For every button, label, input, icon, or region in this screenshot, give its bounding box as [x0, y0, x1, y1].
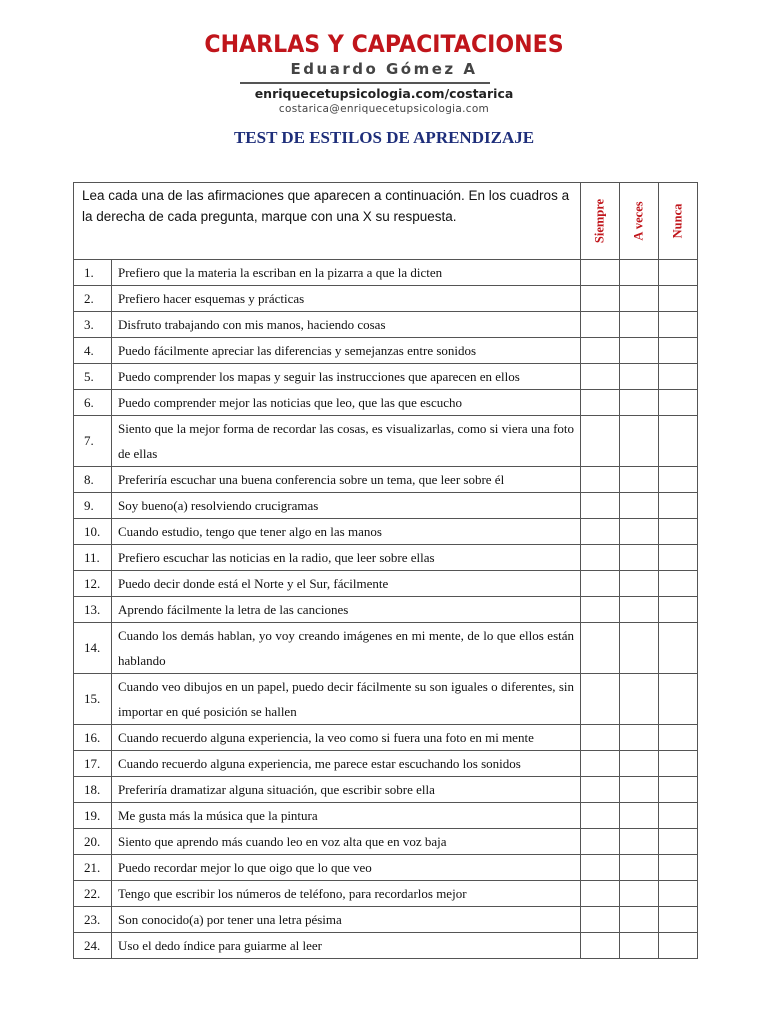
header-divider [240, 82, 490, 84]
answer-box-siempre[interactable] [581, 493, 620, 519]
answer-box-nunca[interactable] [659, 803, 698, 829]
question-row [74, 260, 698, 286]
question-row [74, 416, 698, 467]
answer-box-nunca[interactable] [659, 338, 698, 364]
question-row [74, 286, 698, 312]
answer-box-a-veces[interactable] [620, 467, 659, 493]
answer-box-siempre[interactable] [581, 829, 620, 855]
answer-box-siempre[interactable] [581, 545, 620, 571]
website-link[interactable]: enriquecetupsicologia.com/costarica [254, 86, 514, 101]
answer-box-siempre[interactable] [581, 338, 620, 364]
question-row [74, 881, 698, 907]
question-text: Prefiero escuchar las noticias en la radio, que leer sobre ellas [112, 545, 581, 571]
answer-box-a-veces[interactable] [620, 725, 659, 751]
answer-box-nunca[interactable] [659, 390, 698, 416]
answer-box-nunca[interactable] [659, 623, 698, 674]
answer-box-nunca[interactable] [659, 364, 698, 390]
answer-box-a-veces[interactable] [620, 364, 659, 390]
question-number: 11. [74, 545, 112, 571]
answer-box-a-veces[interactable] [620, 390, 659, 416]
answer-box-siempre[interactable] [581, 519, 620, 545]
question-text: Siento que la mejor forma de recordar las cosas, es visualizarlas, como si viera una foto de ellas [112, 416, 581, 467]
answer-box-nunca[interactable] [659, 751, 698, 777]
answer-box-a-veces[interactable] [620, 674, 659, 725]
answer-box-a-veces[interactable] [620, 751, 659, 777]
question-row [74, 519, 698, 545]
instructions-text: Lea cada una de las afirmaciones que aparecen a continuación. En los cuadros a la derecha de cada pregunta, marque con una X su respuesta. [74, 183, 581, 260]
question-text: Cuando los demás hablan, yo voy creando imágenes en mi mente, de lo que ellos están hablando [112, 623, 581, 674]
question-number: 13. [74, 597, 112, 623]
question-number: 2. [74, 286, 112, 312]
question-row [74, 907, 698, 933]
question-number: 21. [74, 855, 112, 881]
column-header-siempre: Siempre [581, 183, 620, 260]
answer-box-a-veces[interactable] [620, 907, 659, 933]
question-row [74, 545, 698, 571]
answer-box-nunca[interactable] [659, 933, 698, 959]
answer-box-a-veces[interactable] [620, 493, 659, 519]
answer-box-siempre[interactable] [581, 803, 620, 829]
answer-box-a-veces[interactable] [620, 597, 659, 623]
question-row [74, 725, 698, 751]
answer-box-nunca[interactable] [659, 881, 698, 907]
question-text: Puedo comprender los mapas y seguir las instrucciones que aparecen en ellos [112, 364, 581, 390]
question-text: Puedo comprender mejor las noticias que leo, que las que escucho [112, 390, 581, 416]
question-text: Siento que aprendo más cuando leo en voz alta que en voz baja [112, 829, 581, 855]
question-text: Prefiero que la materia la escriban en la pizarra a que la dicten [112, 260, 581, 286]
question-row [74, 312, 698, 338]
question-text: Prefiero hacer esquemas y prácticas [112, 286, 581, 312]
question-number: 24. [74, 933, 112, 959]
instructions-row [74, 183, 698, 260]
question-text: Disfruto trabajando con mis manos, haciendo cosas [112, 312, 581, 338]
question-number: 22. [74, 881, 112, 907]
question-row [74, 364, 698, 390]
question-row [74, 855, 698, 881]
question-number: 6. [74, 390, 112, 416]
answer-box-nunca[interactable] [659, 467, 698, 493]
answer-box-siempre[interactable] [581, 286, 620, 312]
question-row [74, 467, 698, 493]
question-text: Puedo recordar mejor lo que oigo que lo que veo [112, 855, 581, 881]
answer-box-siempre[interactable] [581, 260, 620, 286]
answer-box-a-veces[interactable] [620, 623, 659, 674]
answer-box-siempre[interactable] [581, 390, 620, 416]
question-number: 8. [74, 467, 112, 493]
question-text: Puedo decir donde está el Norte y el Sur, fácilmente [112, 571, 581, 597]
question-row [74, 829, 698, 855]
answer-box-nunca[interactable] [659, 493, 698, 519]
question-text: Me gusta más la música que la pintura [112, 803, 581, 829]
answer-box-nunca[interactable] [659, 312, 698, 338]
question-text: Uso el dedo índice para guiarme al leer [112, 933, 581, 959]
question-number: 10. [74, 519, 112, 545]
question-number: 4. [74, 338, 112, 364]
question-row [74, 390, 698, 416]
question-number: 3. [74, 312, 112, 338]
question-text: Tengo que escribir los números de teléfono, para recordarlos mejor [112, 881, 581, 907]
email-link[interactable]: costarica@enriquecetupsicologia.com [278, 103, 490, 115]
answer-box-a-veces[interactable] [620, 519, 659, 545]
answer-box-siempre[interactable] [581, 674, 620, 725]
question-number: 12. [74, 571, 112, 597]
answer-box-siempre[interactable] [581, 571, 620, 597]
answer-box-siempre[interactable] [581, 855, 620, 881]
answer-box-siempre[interactable] [581, 777, 620, 803]
answer-box-a-veces[interactable] [620, 338, 659, 364]
answer-box-nunca[interactable] [659, 725, 698, 751]
question-number: 7. [74, 416, 112, 467]
question-row [74, 674, 698, 725]
answer-box-a-veces[interactable] [620, 855, 659, 881]
question-number: 14. [74, 623, 112, 674]
answer-box-siempre[interactable] [581, 623, 620, 674]
question-row [74, 623, 698, 674]
answer-box-nunca[interactable] [659, 286, 698, 312]
answer-box-nunca[interactable] [659, 855, 698, 881]
answer-box-a-veces[interactable] [620, 416, 659, 467]
answer-box-a-veces[interactable] [620, 286, 659, 312]
answer-box-siempre[interactable] [581, 933, 620, 959]
question-number: 9. [74, 493, 112, 519]
question-row [74, 777, 698, 803]
brand-title: CHARLAS Y CAPACITACIONES [204, 30, 564, 58]
question-row [74, 571, 698, 597]
answer-box-a-veces[interactable] [620, 803, 659, 829]
question-row [74, 803, 698, 829]
test-title: TEST DE ESTILOS DE APRENDIZAJE [233, 128, 535, 147]
question-number: 20. [74, 829, 112, 855]
question-number: 17. [74, 751, 112, 777]
answer-box-a-veces[interactable] [620, 933, 659, 959]
answer-box-nunca[interactable] [659, 519, 698, 545]
question-number: 23. [74, 907, 112, 933]
question-text: Son conocido(a) por tener una letra pésima [112, 907, 581, 933]
column-header-nunca: Nunca [659, 183, 698, 260]
author-name: Eduardo Gómez A [290, 60, 478, 78]
question-text: Preferiría escuchar una buena conferencia sobre un tema, que leer sobre él [112, 467, 581, 493]
answer-box-nunca[interactable] [659, 545, 698, 571]
question-text: Puedo fácilmente apreciar las diferencias y semejanzas entre sonidos [112, 338, 581, 364]
question-number: 16. [74, 725, 112, 751]
answer-box-nunca[interactable] [659, 674, 698, 725]
answer-box-nunca[interactable] [659, 416, 698, 467]
question-number: 19. [74, 803, 112, 829]
question-text: Cuando recuerdo alguna experiencia, me parece estar escuchando los sonidos [112, 751, 581, 777]
question-text: Aprendo fácilmente la letra de las canciones [112, 597, 581, 623]
answer-box-siempre[interactable] [581, 416, 620, 467]
survey-table [73, 182, 698, 959]
answer-box-a-veces[interactable] [620, 777, 659, 803]
answer-box-a-veces[interactable] [620, 881, 659, 907]
answer-box-a-veces[interactable] [620, 545, 659, 571]
question-number: 18. [74, 777, 112, 803]
answer-box-nunca[interactable] [659, 777, 698, 803]
answer-box-siempre[interactable] [581, 907, 620, 933]
answer-box-a-veces[interactable] [620, 829, 659, 855]
answer-box-a-veces[interactable] [620, 312, 659, 338]
answer-box-nunca[interactable] [659, 571, 698, 597]
answer-box-nunca[interactable] [659, 260, 698, 286]
answer-box-nunca[interactable] [659, 597, 698, 623]
question-text: Cuando recuerdo alguna experiencia, la veo como si fuera una foto en mi mente [112, 725, 581, 751]
question-number: 15. [74, 674, 112, 725]
answer-box-nunca[interactable] [659, 907, 698, 933]
question-number: 1. [74, 260, 112, 286]
question-row [74, 493, 698, 519]
answer-box-siempre[interactable] [581, 597, 620, 623]
column-header-a-veces: A veces [620, 183, 659, 260]
question-row [74, 597, 698, 623]
answer-box-a-veces[interactable] [620, 571, 659, 597]
question-text: Soy bueno(a) resolviendo crucigramas [112, 493, 581, 519]
question-row [74, 338, 698, 364]
question-row [74, 933, 698, 959]
answer-box-siempre[interactable] [581, 312, 620, 338]
question-number: 5. [74, 364, 112, 390]
question-text: Preferiría dramatizar alguna situación, que escribir sobre ella [112, 777, 581, 803]
answer-box-siempre[interactable] [581, 467, 620, 493]
answer-box-a-veces[interactable] [620, 260, 659, 286]
answer-box-nunca[interactable] [659, 829, 698, 855]
answer-box-siempre[interactable] [581, 364, 620, 390]
answer-box-siempre[interactable] [581, 751, 620, 777]
question-text: Cuando estudio, tengo que tener algo en las manos [112, 519, 581, 545]
question-text: Cuando veo dibujos en un papel, puedo decir fácilmente su son iguales o diferentes, sin importar en qué posición se hallen [112, 674, 581, 725]
question-row [74, 751, 698, 777]
answer-box-siempre[interactable] [581, 725, 620, 751]
answer-box-siempre[interactable] [581, 881, 620, 907]
